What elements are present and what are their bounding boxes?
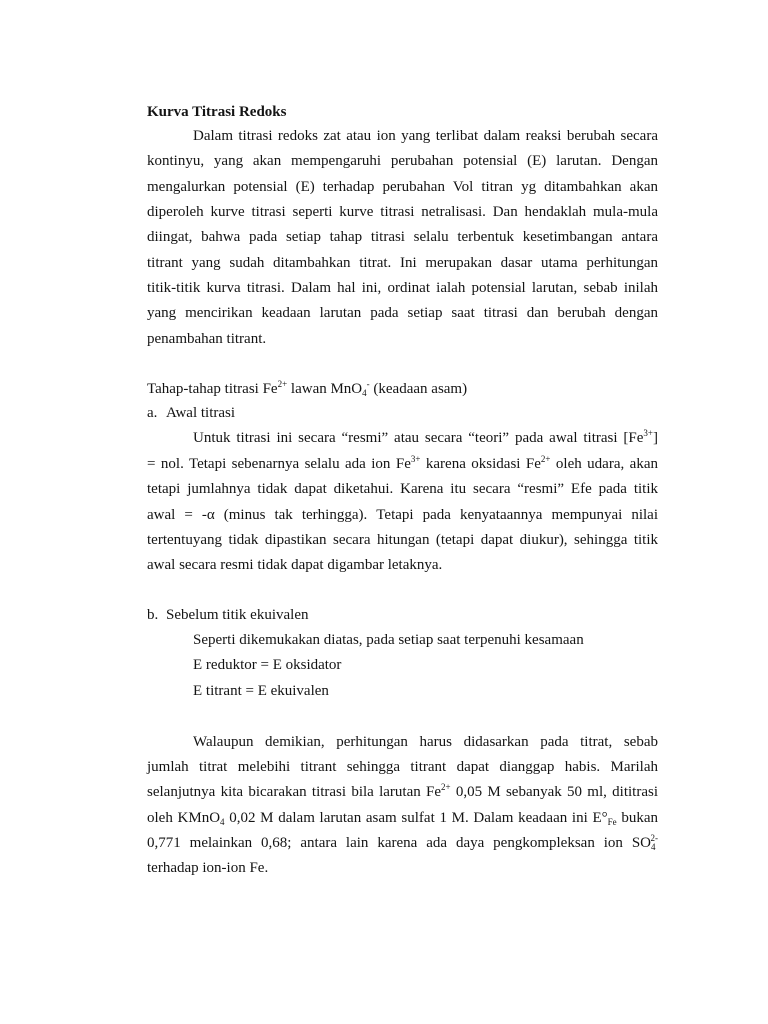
stages-heading-text: Tahap-tahap titrasi Fe (147, 381, 278, 397)
intro-line: titik-titik kurva titrasi. Dalam hal ini, ordinat ialah potensial larutan, sebab inilah (147, 280, 658, 296)
intro-line: titrant yang sudah ditambahkan titrat. Ini merupakan dasar utama perhitungan (147, 255, 658, 271)
section-a-line (147, 454, 658, 474)
stages-heading-text: lawan MnO (287, 381, 363, 397)
superscript: 2+ (277, 379, 288, 389)
final-paragraph-line (147, 782, 658, 802)
superscript: 3+ (410, 454, 421, 464)
section-a-label: Awal titrasi (166, 405, 236, 421)
superscript: 2+ (441, 782, 451, 792)
final-paragraph-line: Walaupun demikian, perhitungan harus didasarkan pada titrat, sebab (193, 734, 658, 750)
text: 0,02 M dalam larutan asam sulfat 1 M. Dalam keadaan ini E° (224, 810, 608, 826)
section-a-line: tertentuyang tidak dipastikan secara hitungan (tetapi dapat diukur), sehingga titik (147, 532, 658, 548)
section-b-heading (147, 605, 308, 625)
superscript: 2- (650, 833, 658, 843)
section-a-line: tetapi jumlahnya tidak dapat diketahui. Karena itu secara “resmi” Efe pada titik (147, 481, 658, 497)
subscript: Fe (607, 817, 617, 827)
section-a-line: awal secara resmi tidak dapat digambar letaknya. (147, 557, 443, 573)
document-title: Kurva Titrasi Redoks (147, 104, 287, 120)
subscript: 4 (362, 388, 367, 398)
text: 0,771 melainkan 0,68; antara lain karena ada daya pengkompleksan ion SO (147, 835, 651, 851)
equation-reductor-oxidator: E reduktor = E oksidator (193, 657, 342, 673)
list-marker: b. (147, 607, 159, 623)
final-paragraph-line (147, 808, 658, 828)
intro-line: kontinyu, yang akan mempengaruhi perubahan potensial (E) larutan. Dengan (147, 153, 658, 169)
subscript: 4 (651, 842, 656, 852)
final-paragraph-line: terhadap ion-ion Fe. (147, 860, 269, 876)
intro-line: diingat, bahwa pada setiap tahap titrasi selalu terbentuk kesetimbangan antara (147, 229, 658, 245)
final-paragraph-line (147, 833, 658, 853)
text: selanjutnya kita bicarakan titrasi bila larutan Fe (147, 784, 441, 800)
text: oleh KMnO (147, 810, 221, 826)
stages-heading (147, 379, 467, 399)
section-a-heading (147, 403, 235, 423)
superscript: 3+ (643, 428, 653, 438)
text: bukan (616, 810, 658, 826)
final-paragraph-line: jumlah titrat melebihi titrant sehingga titrant dapat dianggap habis. Marilah (147, 759, 658, 775)
intro-line: mengalurkan potensial (E) terhadap perubahan Vol titran yg ditambahkan akan (147, 179, 658, 195)
text: 0,05 M sebanyak 50 ml, dititrasi (450, 784, 658, 800)
text: Untuk titrasi ini secara “resmi” atau secara “teori” pada awal titrasi [Fe (193, 430, 644, 446)
intro-line: Dalam titrasi redoks zat atau ion yang terlibat dalam reaksi berubah secara (193, 128, 658, 144)
stages-heading-text: (keadaan asam) (369, 381, 468, 397)
text: karena oksidasi Fe (420, 456, 541, 472)
text: ] (653, 430, 658, 446)
intro-line: diperoleh kurve titrasi seperti kurve titrasi netralisasi. Dan hendaklah mula-mula (147, 204, 658, 220)
subscript: 4 (220, 817, 225, 827)
section-b-line: Seperti dikemukakan diatas, pada setiap saat terpenuhi kesamaan (193, 632, 584, 648)
section-a-line: awal = -α (minus tak terhingga). Tetapi pada kenyataannya mempunyai nilai (147, 507, 658, 523)
superscript: - (366, 379, 370, 389)
list-marker: a. (147, 405, 158, 421)
intro-line: yang mencirikan keadaan larutan pada setiap saat titrasi dan berubah dengan (147, 305, 658, 321)
text: = nol. Tetapi sebenarnya selalu ada ion Fe (147, 456, 411, 472)
equation-titrant-equivalent: E titrant = E ekuivalen (193, 683, 329, 699)
section-b-label: Sebelum titik ekuivalen (166, 607, 309, 623)
intro-line: penambahan titrant. (147, 331, 267, 347)
text: oleh udara, akan (550, 456, 658, 472)
section-a-line (193, 428, 658, 448)
superscript: 2+ (540, 454, 551, 464)
